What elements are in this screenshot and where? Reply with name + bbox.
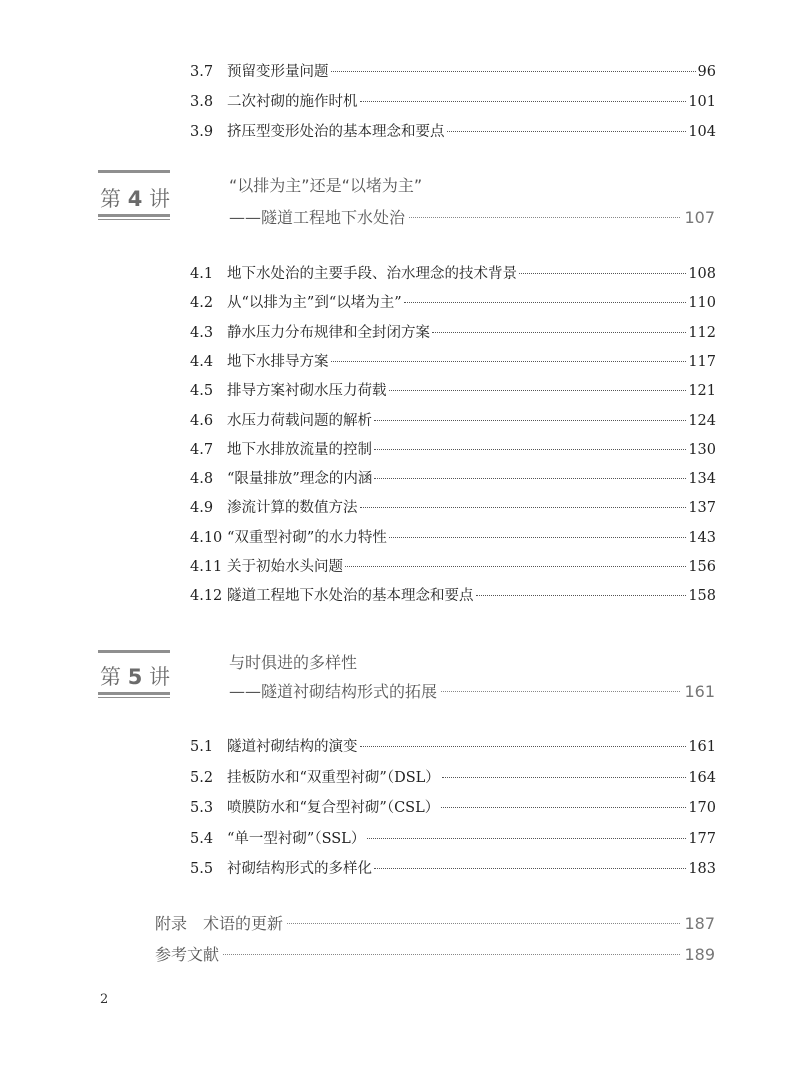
appendix-title: 附录 术语的更新	[155, 914, 284, 933]
entry-title: 排导方案衬砌水压力荷载	[227, 383, 387, 400]
dot-leader	[476, 595, 687, 596]
lecture4-bar-bottom	[98, 214, 170, 217]
toc-entry[interactable]	[190, 438, 716, 462]
dot-leader	[345, 566, 686, 567]
entry-title: 隧道工程地下水处治的基本理念和要点	[227, 588, 474, 605]
toc-entry[interactable]	[190, 584, 716, 608]
entry-page: 96	[697, 64, 716, 80]
lecture5-bar-bottom	[98, 692, 170, 695]
dot-leader	[374, 449, 686, 450]
entry-page: 164	[688, 769, 716, 786]
toc-entry[interactable]	[190, 526, 716, 550]
entry-number: 5.2	[190, 769, 214, 786]
lecture4-subtitle: ——隧道工程地下水处治	[229, 208, 406, 227]
entry-page: 101	[688, 94, 716, 110]
dot-leader	[374, 478, 686, 479]
dot-leader	[389, 390, 687, 391]
entry-page: 134	[688, 471, 716, 488]
dot-leader	[519, 273, 686, 274]
entry-page: 110	[688, 295, 716, 312]
toc-entry[interactable]	[190, 379, 716, 403]
entry-title: 喷膜防水和“复合型衬砌”（CSL）	[227, 800, 440, 816]
entry-page: 104	[688, 124, 716, 140]
entry-number: 4.3	[190, 324, 214, 341]
lecture4-page: 107	[684, 208, 715, 227]
lecture4-label-prefix: 第	[100, 187, 121, 211]
dot-leader	[441, 807, 686, 808]
toc-entry-3-8[interactable]	[190, 90, 716, 114]
entry-title: 隧道衬砌结构的演变	[227, 739, 358, 755]
entry-page: 156	[688, 559, 716, 575]
dot-leader	[404, 302, 687, 303]
dot-leader	[432, 332, 686, 333]
entry-number: 5.1	[190, 739, 214, 755]
entry-title: 衬砌结构形式的多样化	[227, 861, 372, 877]
toc-entry[interactable]	[190, 735, 716, 759]
toc-entry[interactable]	[190, 262, 716, 286]
entry-number: 5.3	[190, 800, 214, 816]
dot-leader	[374, 868, 686, 869]
entry-number: 5.4	[190, 830, 214, 847]
lecture4-label-num: 4	[127, 187, 143, 211]
entry-title: 渗流计算的数值方法	[227, 500, 358, 517]
entry-title: 二次衬砌的施作时机	[227, 94, 358, 110]
dot-leader	[223, 954, 680, 955]
toc-entry[interactable]	[190, 321, 716, 345]
lecture5-heading: 与时俱进的多样性	[229, 653, 358, 672]
entry-title: 预留变形量问题	[227, 64, 329, 80]
dot-leader	[331, 71, 696, 72]
entry-number: 4.2	[190, 295, 214, 312]
entry-title: 挂板防水和“双重型衬砌”（DSL）	[227, 769, 440, 786]
toc-entry[interactable]	[190, 409, 716, 433]
dot-leader	[442, 777, 687, 778]
toc-entry[interactable]	[190, 766, 716, 790]
entry-number: 5.5	[190, 861, 214, 877]
dot-leader	[441, 691, 680, 692]
toc-entry[interactable]	[190, 555, 716, 579]
lecture5-label-suffix: 讲	[149, 665, 170, 689]
entry-number: 4.7	[190, 441, 214, 458]
entry-number: 4.9	[190, 500, 214, 517]
entry-title: 静水压力分布规律和全封闭方案	[227, 324, 430, 341]
entry-title: 地下水排导方案	[227, 353, 329, 370]
entry-page: 124	[688, 412, 716, 429]
entry-number: 4.8	[190, 471, 214, 488]
entry-title: 挤压型变形处治的基本理念和要点	[227, 124, 445, 140]
entry-number: 3.9	[190, 124, 214, 140]
entry-title: 从“以排为主”到“以堵为主”	[227, 295, 402, 312]
dot-leader	[331, 361, 687, 362]
toc-appendix[interactable]	[155, 912, 715, 936]
dot-leader	[374, 420, 686, 421]
lecture4-bar-top	[98, 170, 170, 173]
dot-leader	[409, 217, 680, 218]
entry-number: 4.4	[190, 353, 214, 370]
entry-number: 4.12	[190, 588, 223, 605]
entry-number: 4.10	[190, 529, 223, 546]
lecture5-label-num: 5	[127, 665, 143, 689]
dot-leader	[360, 507, 687, 508]
entry-title: 地下水处治的主要手段、治水理念的技术背景	[227, 266, 517, 282]
entry-page: 117	[688, 353, 716, 370]
entry-page: 108	[688, 266, 716, 282]
entry-number: 4.11	[190, 559, 223, 575]
toc-lecture4-subtitle[interactable]	[229, 206, 715, 230]
entry-number: 4.1	[190, 266, 214, 282]
lecture5-bar-bottom-thin	[98, 697, 170, 698]
lecture5-label	[100, 661, 170, 691]
toc-entry[interactable]	[190, 796, 716, 820]
entry-page: 158	[688, 588, 716, 605]
entry-title: “单一型衬砌”（SSL）	[227, 830, 366, 847]
toc-entry-3-7[interactable]	[190, 60, 716, 84]
references-title: 参考文献	[155, 945, 220, 964]
entry-title: “双重型衬砌”的水力特性	[227, 529, 387, 546]
lecture5-page: 161	[684, 682, 715, 701]
toc-entry[interactable]	[190, 350, 716, 374]
dot-leader	[287, 923, 680, 924]
lecture5-label-prefix: 第	[100, 665, 121, 689]
references-page: 189	[684, 945, 715, 964]
entry-page: 161	[688, 739, 716, 755]
lecture4-heading: “以排为主”还是“以堵为主”	[229, 176, 423, 195]
entry-number: 4.6	[190, 412, 214, 429]
entry-number: 3.8	[190, 94, 214, 110]
entry-title: 地下水排放流量的控制	[227, 441, 372, 458]
entry-number: 4.5	[190, 383, 214, 400]
toc-entry[interactable]	[190, 291, 716, 315]
entry-title: “限量排放”理念的内涵	[227, 471, 373, 488]
toc-entry[interactable]	[190, 857, 716, 881]
entry-page: 121	[688, 383, 716, 400]
dot-leader	[367, 838, 686, 839]
toc-references[interactable]	[155, 943, 715, 967]
lecture4-label-suffix: 讲	[149, 187, 170, 211]
page-number: 2	[100, 992, 109, 1007]
entry-title: 水压力荷载问题的解析	[227, 412, 372, 429]
dot-leader	[389, 537, 686, 538]
entry-page: 130	[688, 441, 716, 458]
entry-page: 112	[688, 324, 716, 341]
toc-lecture5-subtitle[interactable]	[229, 680, 715, 704]
toc-entry[interactable]	[190, 496, 716, 520]
lecture4-bar-bottom-thin	[98, 219, 170, 220]
dot-leader	[447, 131, 687, 132]
lecture5-bar-top	[98, 650, 170, 653]
toc-entry[interactable]	[190, 467, 716, 491]
lecture5-subtitle: ——隧道衬砌结构形式的拓展	[229, 682, 438, 701]
entry-page: 137	[688, 500, 716, 517]
toc-entry-3-9[interactable]	[190, 120, 716, 144]
entry-page: 170	[688, 800, 716, 816]
entry-page: 177	[688, 830, 716, 847]
dot-leader	[360, 101, 687, 102]
entry-number: 3.7	[190, 64, 214, 80]
dot-leader	[360, 746, 687, 747]
lecture4-label	[100, 183, 170, 213]
entry-page: 183	[688, 861, 716, 877]
entry-page: 143	[688, 529, 716, 546]
toc-entry[interactable]	[190, 827, 716, 851]
entry-title: 关于初始水头问题	[227, 559, 343, 575]
appendix-page: 187	[684, 914, 715, 933]
